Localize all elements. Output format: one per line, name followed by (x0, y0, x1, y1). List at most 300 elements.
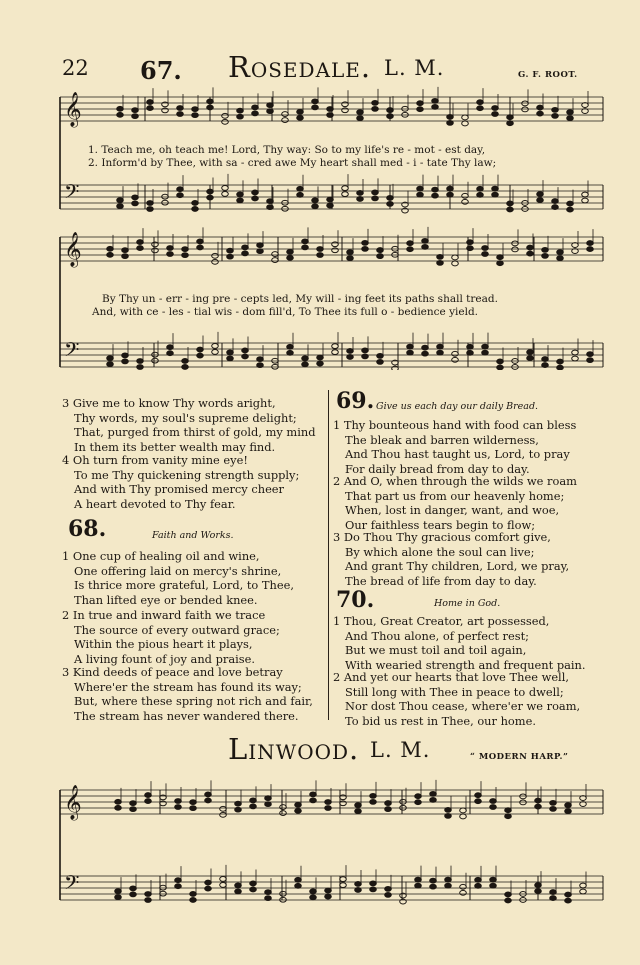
note-head (197, 245, 204, 250)
note-head (357, 197, 364, 202)
note-head (565, 809, 572, 814)
note-head (490, 877, 497, 882)
note-head (437, 344, 444, 349)
meter-linwood: L. M. (370, 738, 431, 762)
note-head (362, 246, 369, 251)
note-head (265, 796, 272, 801)
note-head (190, 892, 197, 897)
note-head (220, 877, 227, 882)
note-head (267, 109, 274, 114)
note-head (557, 359, 564, 364)
note-head (347, 355, 354, 360)
note-head (130, 892, 137, 897)
note-head (130, 807, 137, 812)
note-head (192, 113, 199, 118)
note-head (507, 201, 514, 206)
note-head (362, 348, 369, 353)
note-head (295, 883, 302, 888)
note-head (387, 201, 394, 206)
note-head (462, 121, 469, 126)
note-head (107, 246, 114, 251)
note-head (497, 261, 504, 266)
note-head (542, 357, 549, 362)
note-head (340, 883, 347, 888)
note-head (370, 793, 377, 798)
hymn-69-stanza-3: 3 Do Thou Thy gracious comfort give, By which alone the soul can live; And grant Thy children, Lord, we pray, The bread of life from day to day. (333, 530, 570, 588)
note-head (445, 808, 452, 813)
note-head (490, 799, 497, 804)
note-head (220, 883, 227, 888)
note-head (520, 800, 527, 805)
note-head (177, 187, 184, 192)
note-head (447, 192, 454, 197)
hymn-69-stanza-2: 2 And O, when through the wilds we roam That part us from our heavenly home; When, lost in danger, want, and woe, Our faithless tears begin to flow; (333, 474, 577, 532)
note-head (537, 198, 544, 203)
note-head (475, 883, 482, 888)
note-head (167, 351, 174, 356)
lyric-line-verse1-system2: By Thy un - err - ing pre - cepts led, My will - ing feet its paths shall tread. (102, 293, 498, 305)
note-head (117, 204, 124, 209)
hymn-67-stanza-4: 4 Oh turn from vanity mine eye! To me Thy quickening strength supply; And with Thy promised mercy cheer A heart devoted to Thy fear. (62, 453, 300, 511)
note-head (145, 799, 152, 804)
note-head (582, 192, 589, 197)
note-head (197, 353, 204, 358)
note-head (572, 356, 579, 361)
note-head (237, 198, 244, 203)
note-head (280, 811, 287, 816)
note-head (205, 886, 212, 891)
note-head (550, 807, 557, 812)
note-head (527, 350, 534, 355)
note-head (422, 245, 429, 250)
note-head (505, 814, 512, 819)
note-head (492, 192, 499, 197)
note-head (587, 241, 594, 246)
note-head (415, 877, 422, 882)
note-head (512, 247, 519, 252)
note-head (207, 99, 214, 104)
note-head (535, 798, 542, 803)
note-head (250, 887, 257, 892)
note-head (222, 192, 229, 197)
note-head (572, 350, 579, 355)
note-head (145, 892, 152, 897)
note-head (252, 196, 259, 201)
note-head (342, 192, 349, 197)
note-head (340, 801, 347, 806)
note-head (422, 345, 429, 350)
note-head (227, 254, 234, 259)
note-head (297, 186, 304, 191)
note-head (587, 358, 594, 363)
note-head (377, 254, 384, 259)
hymn-68-stanza-3: 3 Kind deeds of peace and love betray Where'er the stream has found its way; But, where these spring not rich and fair, The stream has never wandered there. (62, 665, 313, 723)
note-head (227, 248, 234, 253)
note-head (417, 186, 424, 191)
note-head (175, 884, 182, 889)
note-head (460, 814, 467, 819)
note-head (137, 359, 144, 364)
note-head (462, 199, 469, 204)
note-head (550, 890, 557, 895)
note-head (542, 363, 549, 368)
note-head (147, 207, 154, 212)
note-head (257, 249, 264, 254)
treble-clef-icon: 𝄞 (64, 92, 82, 127)
note-head (227, 350, 234, 355)
composer: G. F. ROOT. (518, 70, 578, 80)
note-head (117, 112, 124, 117)
note-head (220, 806, 227, 811)
note-head (372, 100, 379, 105)
note-head (460, 890, 467, 895)
note-head (370, 887, 377, 892)
bass-clef-icon: 𝄢 (64, 871, 80, 899)
note-head (287, 255, 294, 260)
hymn-70-stanza-2: 2 And yet our hearts that love Thee well, Still long with Thee in peace to dwell; Nor dost Thou cease, where'er we roam, To bid us rest in Thee, our home. (333, 670, 581, 728)
note-head (107, 362, 114, 367)
note-head (462, 115, 469, 120)
note-head (177, 112, 184, 117)
note-head (505, 892, 512, 897)
note-head (542, 248, 549, 253)
music-system-linwood (50, 772, 610, 922)
note-head (432, 99, 439, 104)
hymn-69-stanza-1: 1 Thy bounteous hand with food can bless The bleak and barren wilderness, And Thou hast taught us, Lord, to pray For daily bread from day to day. (333, 418, 577, 476)
note-head (192, 201, 199, 206)
lyric-line-verse2-system1: 2. Inform'd by Thee, with sa - cred awe My heart shall med - i - tate Thy law; (88, 157, 497, 169)
note-head (242, 348, 249, 353)
lyric-line-verse2-system2: And, with ce - les - tial wis - dom fill'd, To Thee its full o - bedience yield. (92, 306, 479, 318)
note-head (355, 809, 362, 814)
note-head (107, 252, 114, 257)
note-head (567, 207, 574, 212)
note-head (477, 106, 484, 111)
note-head (445, 877, 452, 882)
note-head (567, 201, 574, 206)
note-head (417, 107, 424, 112)
note-head (460, 884, 467, 889)
note-head (227, 356, 234, 361)
note-head (447, 186, 454, 191)
note-head (430, 878, 437, 883)
note-head (492, 106, 499, 111)
note-head (190, 800, 197, 805)
note-head (557, 256, 564, 261)
note-head (340, 877, 347, 882)
note-head (432, 187, 439, 192)
note-head (302, 245, 309, 250)
note-head (580, 889, 587, 894)
note-head (197, 239, 204, 244)
note-head (567, 116, 574, 121)
note-head (482, 246, 489, 251)
note-head (407, 344, 414, 349)
note-head (387, 114, 394, 119)
note-head (132, 201, 139, 206)
note-head (497, 365, 504, 370)
note-head (235, 801, 242, 806)
note-head (497, 359, 504, 364)
note-head (132, 114, 139, 119)
note-head (317, 247, 324, 252)
note-head (542, 254, 549, 259)
note-head (257, 363, 264, 368)
note-head (312, 105, 319, 110)
note-head (257, 243, 264, 248)
note-head (310, 792, 317, 797)
note-head (212, 344, 219, 349)
note-head (182, 365, 189, 370)
note-head (430, 884, 437, 889)
note-head (237, 192, 244, 197)
note-head (117, 106, 124, 111)
note-head (177, 106, 184, 111)
note-head (280, 805, 287, 810)
lyric-line-verse1-system1: 1. Teach me, oh teach me! Lord, Thy way: So to my life's re - mot - est day, (88, 144, 486, 156)
note-head (212, 350, 219, 355)
note-head (190, 806, 197, 811)
hymn-number-69: 69. (336, 388, 375, 414)
note-head (462, 193, 469, 198)
note-head (482, 344, 489, 349)
note-head (297, 109, 304, 114)
note-head (385, 801, 392, 806)
hymn-68-subtitle: Faith and Works. (152, 530, 234, 541)
treble-clef-icon: 𝄞 (64, 785, 82, 820)
note-head (325, 806, 332, 811)
note-head (222, 186, 229, 191)
note-head (377, 359, 384, 364)
linwood-source: “ MODERN HARP.” (470, 752, 569, 762)
note-head (505, 808, 512, 813)
note-head (385, 807, 392, 812)
note-head (122, 254, 129, 259)
note-head (192, 207, 199, 212)
note-head (237, 114, 244, 119)
note-head (145, 898, 152, 903)
note-head (557, 365, 564, 370)
note-head (362, 240, 369, 245)
note-head (205, 880, 212, 885)
note-head (197, 347, 204, 352)
note-head (327, 107, 334, 112)
note-head (295, 802, 302, 807)
note-head (235, 807, 242, 812)
hymn-68-stanza-1: 1 One cup of healing oil and wine, One offering laid on mercy's shrine, Is thrice more grateful, Lord, to Thee, Than lifted eye or bended knee. (62, 549, 294, 607)
note-head (252, 111, 259, 116)
note-head (507, 207, 514, 212)
note-head (505, 898, 512, 903)
note-head (282, 118, 289, 123)
note-head (415, 883, 422, 888)
note-head (265, 896, 272, 901)
note-head (565, 892, 572, 897)
note-head (422, 239, 429, 244)
note-head (312, 198, 319, 203)
note-head (332, 242, 339, 247)
note-head (535, 883, 542, 888)
note-head (467, 350, 474, 355)
note-head (527, 251, 534, 256)
note-head (445, 883, 452, 888)
note-head (552, 108, 559, 113)
note-head (132, 195, 139, 200)
note-head (340, 795, 347, 800)
note-head (372, 190, 379, 195)
note-head (357, 191, 364, 196)
bass-clef-icon: 𝄢 (64, 338, 80, 366)
note-head (252, 105, 259, 110)
note-head (205, 798, 212, 803)
note-head (265, 890, 272, 895)
note-head (467, 246, 474, 251)
note-head (580, 883, 587, 888)
note-head (177, 193, 184, 198)
note-head (422, 351, 429, 356)
note-head (477, 192, 484, 197)
note-head (437, 350, 444, 355)
note-head (175, 799, 182, 804)
note-head (477, 100, 484, 105)
note-head (372, 106, 379, 111)
note-head (222, 113, 229, 118)
note-head (460, 808, 467, 813)
note-head (452, 255, 459, 260)
note-head (122, 359, 129, 364)
note-head (535, 889, 542, 894)
note-head (312, 204, 319, 209)
hymn-number-68: 68. (68, 516, 107, 542)
note-head (362, 354, 369, 359)
note-head (207, 105, 214, 110)
note-head (325, 894, 332, 899)
note-head (267, 199, 274, 204)
note-head (372, 196, 379, 201)
note-head (437, 261, 444, 266)
note-head (432, 193, 439, 198)
note-head (387, 195, 394, 200)
note-head (557, 250, 564, 255)
note-head (115, 895, 122, 900)
note-head (297, 115, 304, 120)
note-head (520, 794, 527, 799)
bass-clef-icon: 𝄢 (64, 180, 80, 208)
note-head (242, 354, 249, 359)
note-head (115, 805, 122, 810)
note-head (552, 114, 559, 119)
note-head (327, 113, 334, 118)
note-head (552, 199, 559, 204)
note-head (332, 344, 339, 349)
note-head (537, 192, 544, 197)
note-head (147, 106, 154, 111)
note-head (205, 792, 212, 797)
note-head (317, 355, 324, 360)
note-head (167, 345, 174, 350)
note-head (550, 801, 557, 806)
note-head (355, 803, 362, 808)
note-head (370, 799, 377, 804)
note-head (250, 798, 257, 803)
note-head (475, 799, 482, 804)
note-head (235, 889, 242, 894)
note-head (377, 353, 384, 358)
note-head (137, 240, 144, 245)
note-head (342, 102, 349, 107)
note-head (302, 239, 309, 244)
note-head (295, 808, 302, 813)
hymn-number-70: 70. (336, 587, 375, 613)
note-head (342, 108, 349, 113)
note-head (267, 103, 274, 108)
note-head (527, 245, 534, 250)
note-head (310, 889, 317, 894)
note-head (587, 247, 594, 252)
note-head (437, 255, 444, 260)
note-head (492, 186, 499, 191)
note-head (317, 361, 324, 366)
hymn-69-subtitle: Give us each day our daily Bread. (376, 401, 539, 412)
note-head (287, 350, 294, 355)
note-head (552, 205, 559, 210)
hymn-67-stanza-3: 3 Give me to know Thy words aright, Thy words, my soul's supreme delight; That, purged from thirst of gold, my mind In them its better wealth may find. (62, 396, 316, 454)
note-head (475, 877, 482, 882)
note-head (385, 886, 392, 891)
note-head (242, 245, 249, 250)
note-head (167, 252, 174, 257)
note-head (355, 882, 362, 887)
note-head (235, 883, 242, 888)
note-head (257, 357, 264, 362)
note-head (567, 110, 574, 115)
note-head (477, 186, 484, 191)
note-head (325, 800, 332, 805)
note-head (445, 814, 452, 819)
note-head (492, 112, 499, 117)
note-head (497, 255, 504, 260)
note-head (250, 804, 257, 809)
treble-clef-icon: 𝄞 (64, 232, 82, 267)
note-head (130, 886, 137, 891)
note-head (192, 107, 199, 112)
note-head (207, 195, 214, 200)
note-head (272, 252, 279, 257)
note-head (115, 799, 122, 804)
note-head (342, 186, 349, 191)
note-head (370, 881, 377, 886)
note-head (347, 256, 354, 261)
note-head (415, 800, 422, 805)
note-head (430, 798, 437, 803)
note-head (490, 805, 497, 810)
note-head (490, 883, 497, 888)
note-head (182, 247, 189, 252)
note-head (467, 344, 474, 349)
note-head (452, 351, 459, 356)
hymn-number-67: 67. (140, 56, 182, 85)
note-head (130, 801, 137, 806)
note-head (327, 203, 334, 208)
note-head (122, 353, 129, 358)
note-head (507, 115, 514, 120)
note-head (537, 111, 544, 116)
note-head (220, 812, 227, 817)
note-head (117, 198, 124, 203)
note-head (357, 116, 364, 121)
note-head (317, 253, 324, 258)
note-head (482, 252, 489, 257)
